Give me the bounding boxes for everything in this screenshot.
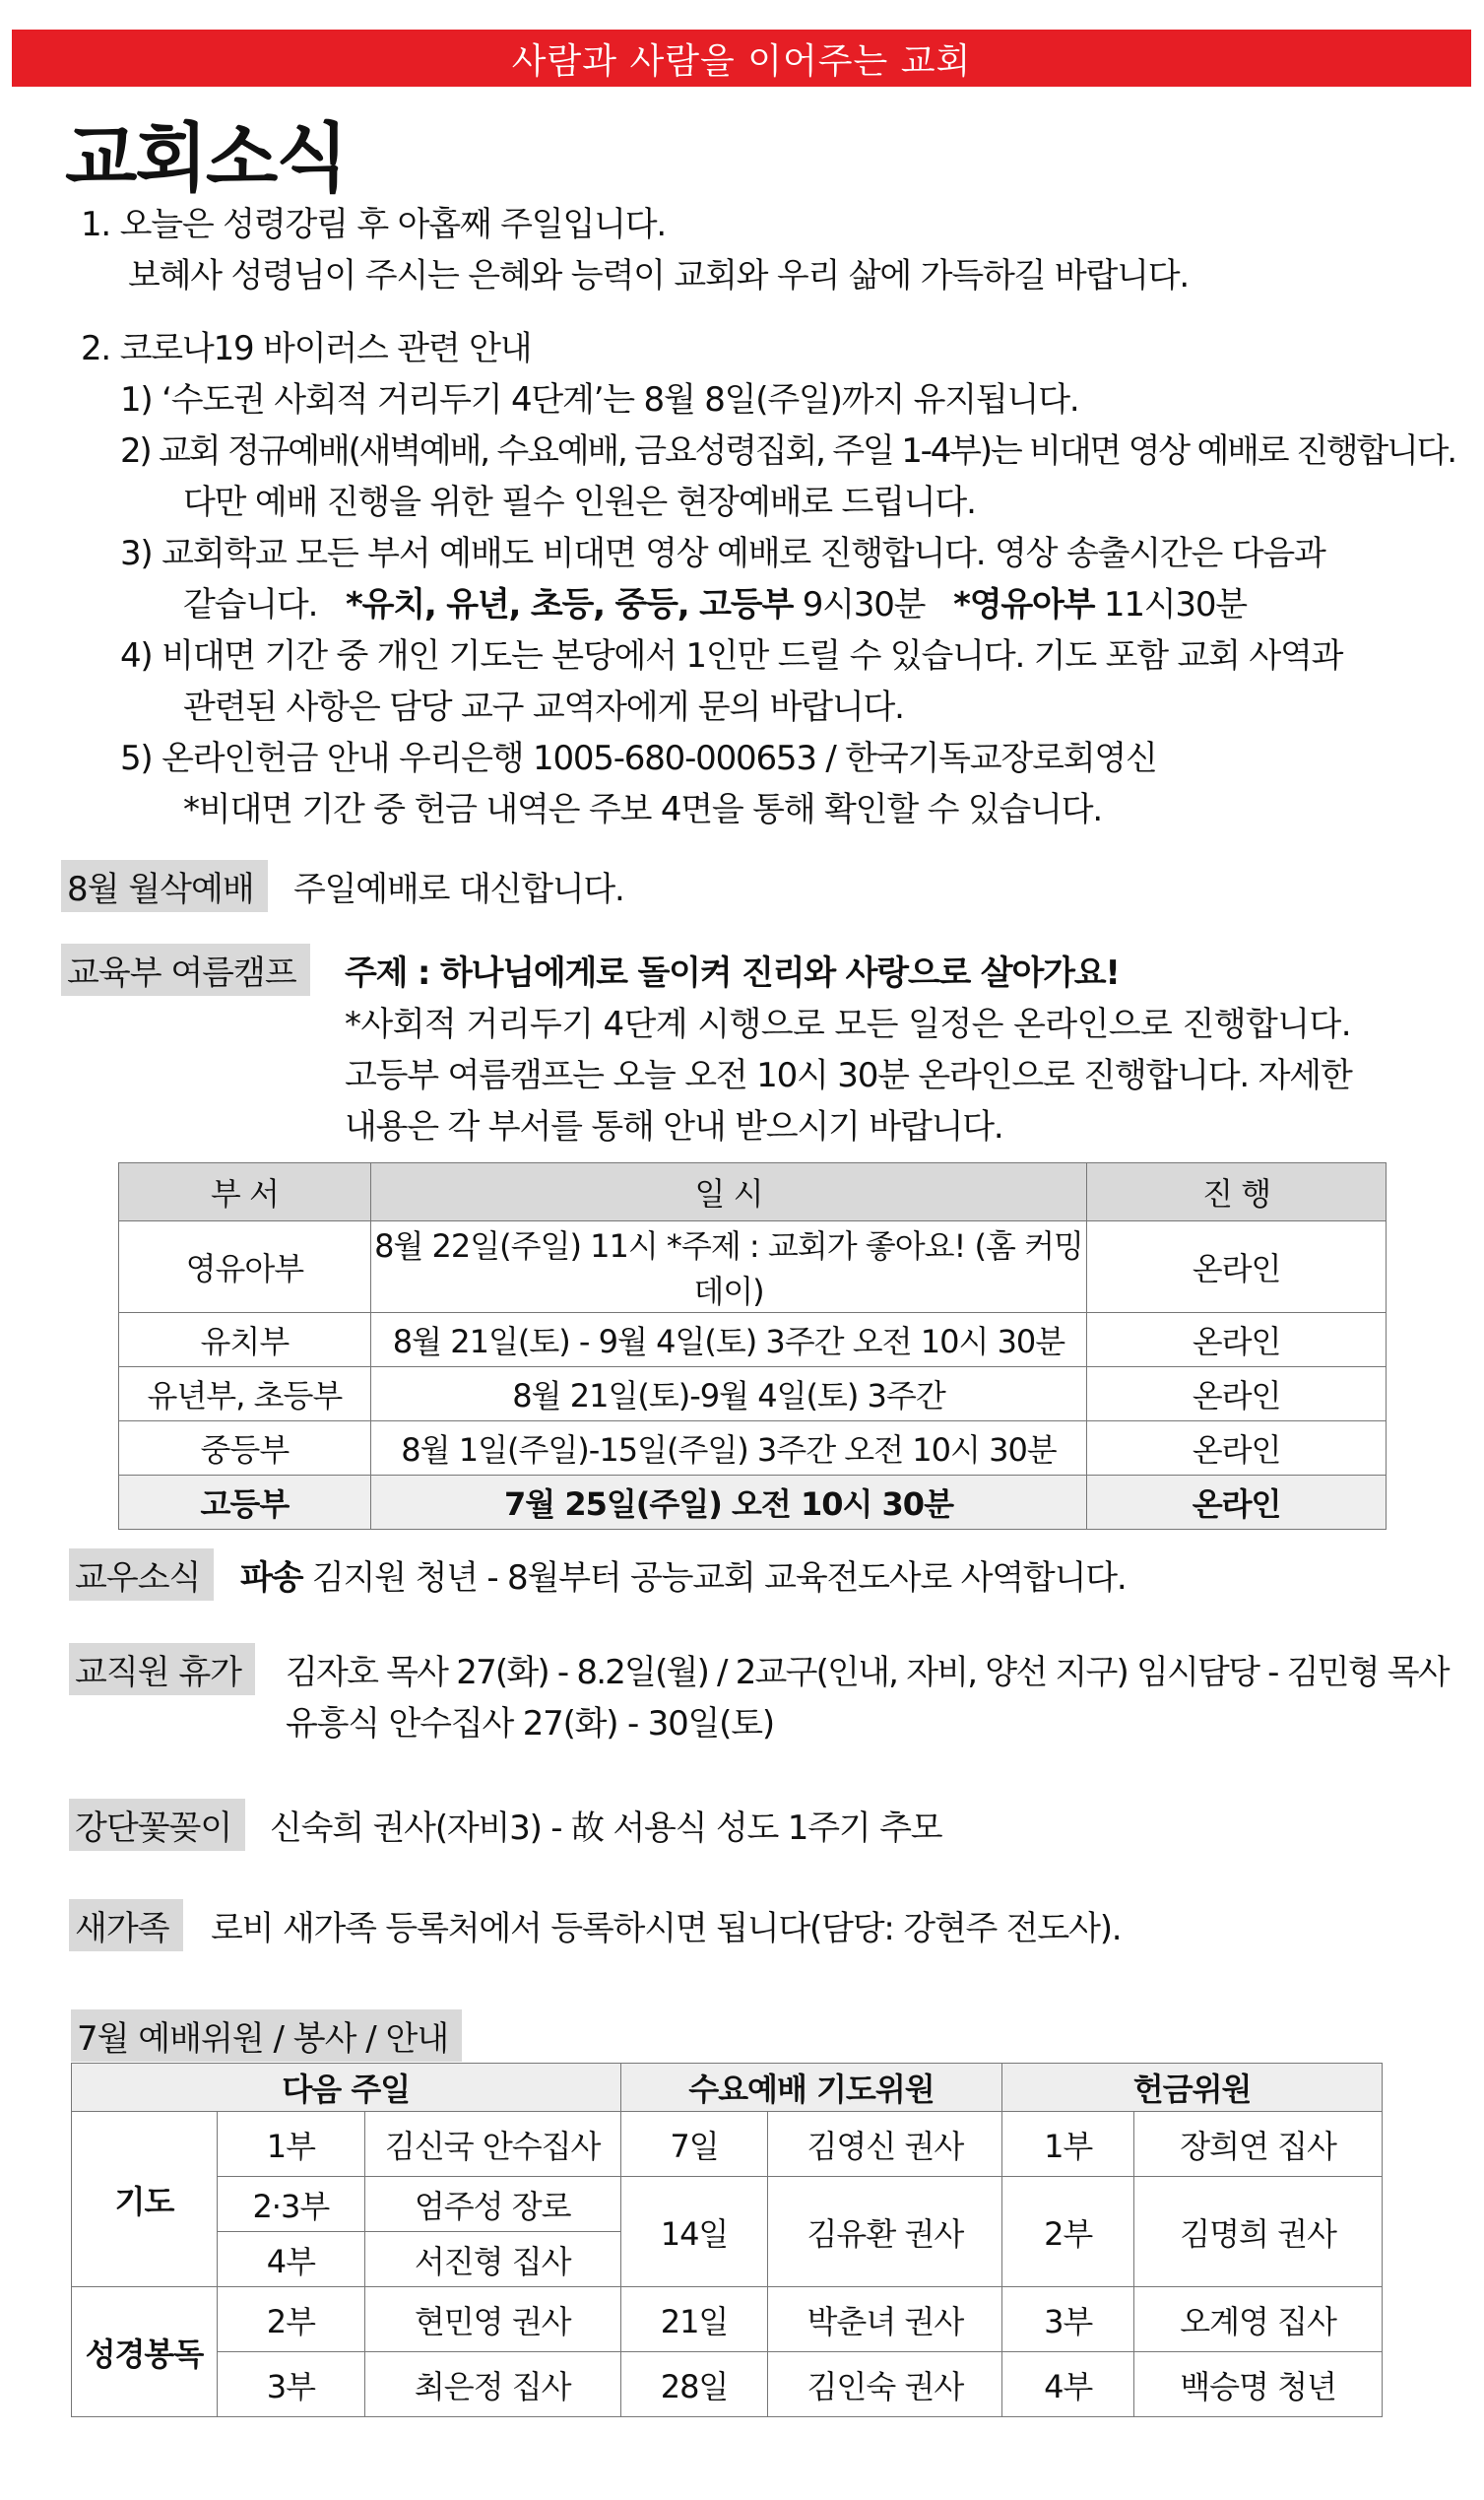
cell-progress: 온라인: [1087, 1367, 1387, 1421]
point3b-bold-infant: *영유아부: [953, 585, 1095, 625]
cell-datetime: 7월 25일(주일) 오전 10시 30분: [370, 1476, 1086, 1530]
next-service: 1부: [217, 2112, 364, 2177]
camp-label: 교육부 여름캠프: [61, 944, 310, 996]
next-person: 김신국 안수집사: [364, 2112, 620, 2177]
point3b-bold-groups: *유치, 유년, 초등, 중등, 고등부: [346, 585, 794, 625]
item2-point2a: 2) 교회 정규예배(새벽예배, 수요예배, 금요성령집회, 주일 1-4부)는 비대면 영상 예배로 진행합니다.: [120, 431, 1455, 471]
next-service: 2·3부: [217, 2177, 364, 2232]
offer-service: 3부: [1002, 2287, 1134, 2352]
news-bold: 파송: [240, 1558, 303, 1598]
cell-department: 고등부: [119, 1476, 371, 1530]
church-slogan-banner: 사람과 사람을 이어주는 교회: [12, 30, 1471, 87]
point3b-time2: 11시30분: [1103, 585, 1247, 625]
cell-department: 영유아부: [119, 1221, 371, 1313]
cell-department: 유년부, 초등부: [119, 1367, 371, 1421]
next-service: 4부: [217, 2232, 364, 2287]
duty-label: 7월 예배위원 / 봉사 / 안내: [71, 2009, 462, 2062]
point3b-prefix: 같습니다.: [183, 585, 318, 625]
wed-date: 7일: [620, 2112, 768, 2177]
table-row: [72, 2112, 1383, 2177]
offer-person: 오계영 집사: [1134, 2287, 1383, 2352]
monthly-label: 8월 월삭예배: [61, 860, 268, 912]
duty-table: [71, 2063, 1383, 2417]
table-row: [119, 1221, 1387, 1313]
next-person: 엄주성 장로: [364, 2177, 620, 2232]
table-row: [119, 1367, 1387, 1421]
newfamily-text: 로비 새가족 등록처에서 등록하시면 됩니다(담당: 강현주 전도사).: [211, 1909, 1122, 1948]
reading-label: 성경봉독: [72, 2287, 218, 2417]
table-row: [72, 2287, 1383, 2352]
page-title: 교회소식: [65, 114, 347, 202]
header-wednesday-prayer: 수요예배 기도위원: [620, 2064, 1002, 2112]
header-progress: 진 행: [1087, 1163, 1387, 1221]
camp-theme: 주제 : 하나님에게로 돌이켜 진리와 사랑으로 살아가요!: [345, 954, 1120, 993]
item1-body: 보혜사 성령님이 주시는 은혜와 능력이 교회와 우리 삶에 가득하길 바랍니다.: [128, 256, 1190, 296]
wed-person: 김영신 권사: [768, 2112, 1002, 2177]
next-service: 3부: [217, 2352, 364, 2417]
news-text: [240, 1550, 1126, 1599]
wed-date: 14일: [620, 2177, 768, 2287]
camp-line1: *사회적 거리두기 4단계 시행으로 모든 일정은 온라인으로 진행합니다.: [345, 1005, 1351, 1044]
wed-date: 28일: [620, 2352, 768, 2417]
news-label: 교우소식: [69, 1548, 214, 1601]
offer-service: 4부: [1002, 2352, 1134, 2417]
vacation-label: 교직원 휴가: [69, 1643, 255, 1695]
newfamily-label: 새가족: [69, 1899, 183, 1951]
cell-datetime: 8월 1일(주일)-15일(주일) 3주간 오전 10시 30분: [370, 1421, 1086, 1476]
offer-service: 1부: [1002, 2112, 1134, 2177]
camp-line2: 고등부 여름캠프는 오늘 오전 10시 30분 온라인으로 진행합니다. 자세한: [345, 1056, 1352, 1095]
offer-service: 2부: [1002, 2177, 1134, 2287]
news-body: 김지원 청년 - 8월부터 공능교회 교육전도사로 사역합니다.: [311, 1558, 1127, 1598]
item2-point4a: 4) 비대면 기간 중 개인 기도는 본당에서 1인만 드릴 수 있습니다. 기도 포함 교회 사역과: [120, 636, 1343, 676]
vacation-line1: 김자호 목사 27(화) - 8.2일(월) / 2교구(인내, 자비, 양선 지구) 임시담당 - 김민형 목사: [286, 1653, 1449, 1692]
table-row: [119, 1313, 1387, 1367]
header-offering: 헌금위원: [1002, 2064, 1383, 2112]
vacation-line2: 유흥식 안수집사 27(화) - 30일(토): [286, 1704, 774, 1743]
monthly-text: 주일예배로 대신합니다.: [293, 870, 624, 909]
offer-person: 장희연 집사: [1134, 2112, 1383, 2177]
cell-datetime: 8월 21일(토) - 9월 4일(토) 3주간 오전 10시 30분: [370, 1313, 1086, 1367]
item2-point5a: 5) 온라인헌금 안내 우리은행 1005-680-000653 / 한국기독교장로회영신: [120, 739, 1157, 778]
item1-heading: 1. 오늘은 성령강림 후 아홉째 주일입니다.: [81, 205, 666, 244]
table-row: [72, 2352, 1383, 2417]
wed-person: 김유환 권사: [768, 2177, 1002, 2287]
item2-point3a: 3) 교회학교 모든 부서 예배도 비대면 영상 예배로 진행합니다. 영상 송출시간은 다음과: [120, 534, 1325, 573]
wed-person: 김인숙 권사: [768, 2352, 1002, 2417]
header-datetime: 일 시: [370, 1163, 1086, 1221]
camp-schedule-table: [118, 1162, 1387, 1530]
header-department: 부 서: [119, 1163, 371, 1221]
camp-line3: 내용은 각 부서를 통해 안내 받으시기 바랍니다.: [345, 1107, 1003, 1147]
item2-point3b: [183, 577, 1247, 625]
next-person: 서진형 집사: [364, 2232, 620, 2287]
next-person: 현민영 권사: [364, 2287, 620, 2352]
cell-progress: 온라인: [1087, 1476, 1387, 1530]
item2-point2b: 다만 예배 진행을 위한 필수 인원은 현장예배로 드립니다.: [183, 483, 976, 522]
cell-progress: 온라인: [1087, 1313, 1387, 1367]
offer-person: 김명희 권사: [1134, 2177, 1383, 2287]
table-row: [119, 1421, 1387, 1476]
item2-point5b: *비대면 기간 중 헌금 내역은 주보 4면을 통해 확인할 수 있습니다.: [183, 790, 1103, 829]
table-row: [72, 2177, 1383, 2232]
next-person: 최은정 집사: [364, 2352, 620, 2417]
wed-date: 21일: [620, 2287, 768, 2352]
cell-datetime: 8월 21일(토)-9월 4일(토) 3주간: [370, 1367, 1086, 1421]
header-next-sunday: 다음 주일: [72, 2064, 621, 2112]
cell-progress: 온라인: [1087, 1421, 1387, 1476]
next-service: 2부: [217, 2287, 364, 2352]
cell-department: 중등부: [119, 1421, 371, 1476]
item2-heading: 2. 코로나19 바이러스 관련 안내: [81, 329, 532, 368]
cell-datetime: 8월 22일(주일) 11시 *주제 : 교회가 좋아요! (홈 커밍 데이): [370, 1221, 1086, 1313]
cell-department: 유치부: [119, 1313, 371, 1367]
flowers-text: 신숙희 권사(자비3) - 故 서용식 성도 1주기 추모: [270, 1809, 942, 1848]
item2-point4b: 관련된 사항은 담당 교구 교역자에게 문의 바랍니다.: [183, 688, 904, 727]
wed-person: 박춘녀 권사: [768, 2287, 1002, 2352]
prayer-label: 기도: [72, 2112, 218, 2287]
table-row: [119, 1476, 1387, 1530]
cell-progress: 온라인: [1087, 1221, 1387, 1313]
flowers-label: 강단꽃꽂이: [69, 1799, 245, 1851]
offer-person: 백승명 청년: [1134, 2352, 1383, 2417]
item2-point1: 1) ‘수도권 사회적 거리두기 4단계’는 8월 8일(주일)까지 유지됩니다.: [120, 380, 1079, 420]
point3b-time1: 9시30분: [802, 585, 926, 625]
